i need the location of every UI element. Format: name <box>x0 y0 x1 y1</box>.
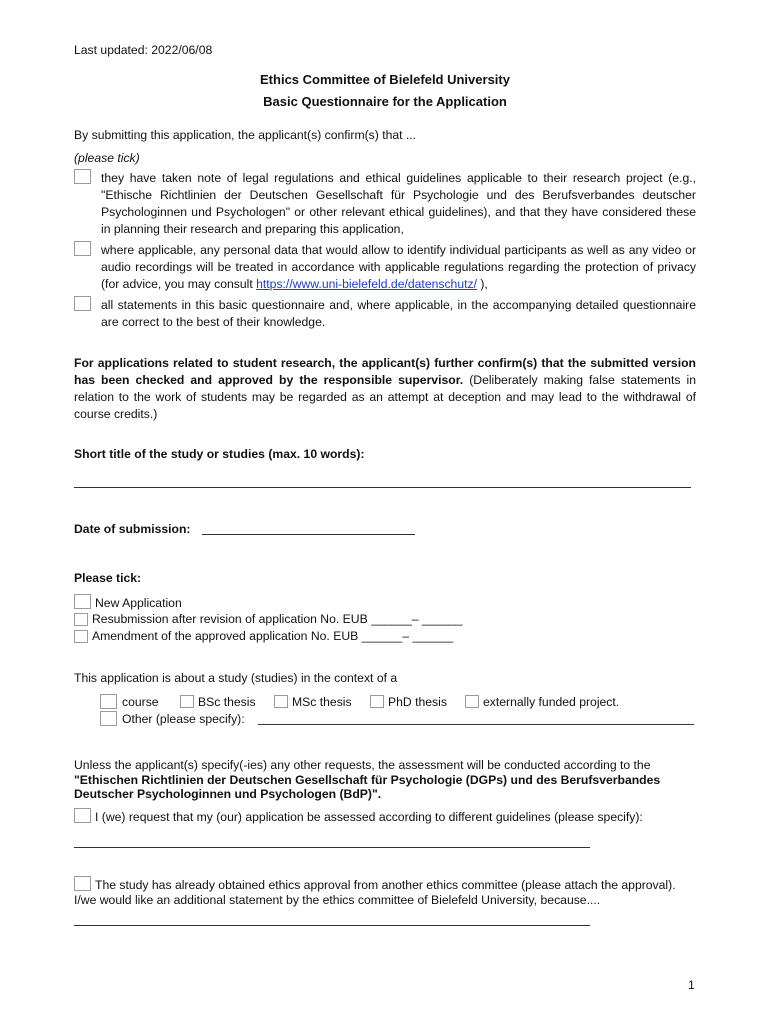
amendment-checkbox[interactable] <box>74 630 88 643</box>
already-approved-field[interactable] <box>74 925 590 926</box>
different-guidelines-field[interactable] <box>74 847 590 848</box>
short-title-field[interactable] <box>74 487 691 488</box>
new-application-label: New Application <box>95 596 182 610</box>
bsc-label: BSc thesis <box>198 695 256 709</box>
confirm-guidelines-text: they have taken note of legal regulations and ethical guidelines applicable to their research project (e.g., "Ethische Richtlinien der Deutschen Gesellschaft für Psychologie und des Berufsverbandes deutscher Psychologinnen und Psychologen" or other relevant ethical guidelines), and that they have considered these in planning their research and preparing this application, <box>101 171 696 236</box>
different-guidelines-checkbox[interactable] <box>74 808 91 823</box>
other-label: Other (please specify): <box>122 712 245 726</box>
short-title-label: Short title of the study or studies (max. 10 words): <box>74 447 365 461</box>
guidelines-paragraph: Unless the applicant(s) specify(-ies) any other requests, the assessment will be conducted according to the "Ethischen Richtlinien der Deutschen Gesellschaft für Psychologie (DGPs) und des Berufsverbandes Deutscher Psychologinnen und Psychologen (BdP)". <box>74 758 661 801</box>
context-label: This application is about a study (studies) in the context of a <box>74 671 398 685</box>
msc-checkbox[interactable] <box>274 695 288 708</box>
confirm-correctness-checkbox[interactable] <box>74 296 91 311</box>
msc-label: MSc thesis <box>292 695 352 709</box>
privacy-link[interactable]: https://www.uni-bielefeld.de/datenschutz/ <box>256 277 477 291</box>
course-label: course <box>122 695 159 709</box>
please-tick-hint: (please tick) <box>74 151 140 165</box>
intro-text: By submitting this application, the applicant(s) confirm(s) that ... <box>74 128 417 142</box>
questionnaire-title: Basic Questionnaire for the Application <box>263 94 507 109</box>
date-field[interactable] <box>202 534 415 535</box>
please-tick-label: Please tick: <box>74 571 142 585</box>
student-research-paragraph: For applications related to student research, the applicant(s) further confirm(s) that the submitted version has been checked and approved by the responsible supervisor. (Deliberately making false statements in relation to the work of students may be regarded as an attempt at deception and may lead to the withdrawal of course credits.) <box>74 356 696 421</box>
phd-checkbox[interactable] <box>370 695 384 708</box>
confirm-privacy-text: where applicable, any personal data that would allow to identify individual participants as well as any video or audio recordings will be treated in accordance with applicable regulations regarding the protection of privacy (for advice, you may consult https://www.uni-bielefeld.de/datenschutz/ ), <box>101 243 696 291</box>
date-label: Date of submission: <box>74 522 191 536</box>
resubmission-label: Resubmission after revision of application No. EUB ______– ______ <box>92 612 463 626</box>
confirm-privacy-checkbox[interactable] <box>74 241 91 256</box>
amendment-label: Amendment of the approved application No. EUB ______– ______ <box>92 629 454 643</box>
other-checkbox[interactable] <box>100 711 117 726</box>
phd-label: PhD thesis <box>388 695 447 709</box>
new-application-checkbox[interactable] <box>74 594 91 609</box>
confirm-guidelines-checkbox[interactable] <box>74 169 91 184</box>
confirm-correctness-text: all statements in this basic questionnaire and, where applicable, in the accompanying detailed questionnaire are correct to the best of their knowledge. <box>101 298 696 329</box>
different-guidelines-label: I (we) request that my (our) application be assessed according to different guidelines (please specify): <box>95 810 643 824</box>
already-approved-text: The study has already obtained ethics approval from another ethics committee (please attach the approval). I/we would like an additional statement by the ethics committee of Bielefeld University, because.... <box>74 878 676 907</box>
committee-title: Ethics Committee of Bielefeld University <box>260 72 510 87</box>
course-checkbox[interactable] <box>100 694 117 709</box>
bsc-checkbox[interactable] <box>180 695 194 708</box>
last-updated: Last updated: 2022/06/08 <box>74 43 213 57</box>
funded-checkbox[interactable] <box>465 695 479 708</box>
page-number: 1 <box>688 978 695 992</box>
other-specify-field[interactable] <box>258 724 694 725</box>
resubmission-checkbox[interactable] <box>74 613 88 626</box>
funded-label: externally funded project. <box>483 695 620 709</box>
